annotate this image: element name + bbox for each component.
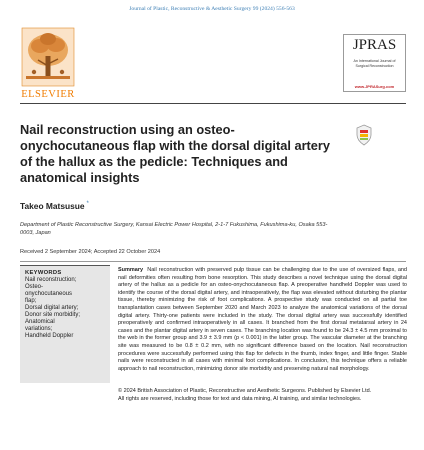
keyword-item: Dorsal digital artery; — [25, 305, 79, 311]
author-line — [20, 201, 89, 211]
copyright-notice — [118, 388, 407, 403]
keyword-item: Donor site morbidity; — [25, 312, 81, 318]
abstract-summary — [118, 267, 407, 373]
summary-text: Nail reconstruction with preserved pulp tissue can be challenging due to the use of oversized flaps, and nail deformities often resulting from bone resorption. This study describes a novel technique using the dorsal digital artery of the hallux as a pedicle for an osteo-onychocutaneous flap. A preoperative handheld Doppler was used to identify the course of the dorsal digital artery, and intraoperatively, the flap was elevated without disturbing the plantar tissue, thereby minimizing the risk of foot complications. A prospective study was conducted on all partial toe transplantation cases between September 2020 and March 2023 to analyze the anatomical variations of the dorsal digital artery. Thirty-one patients were included in the study. The dorsal digital artery was successfully identified preoperatively and confirmed intraoperatively in all cases. It branched from the first dorsal metatarsal artery in 24 cases and the plantar digital artery in seven cases. The branching location was found to be 24.3 ± 4.5 mm proximal to the web in the former group and 3.9 ± 3.9 mm (p < 0.001) in the latter group. The vascular diameter at the branching site was measured to be 0.8 ± 0.2 mm, with no significant difference based on the location. Nail reconstruction procedures were successfully performed using this flap for defects in the thumb, index finger, and little finger. Stable nails were reconstructed in all cases with minimal foot complications. In conclusion, this technique offers a reliable approach to nail reconstruction, minimizing donor site morbidity and preserving natural nail morphology. — [118, 267, 407, 372]
author-affiliation: Department of Plastic Reconstructive Surgery, Kansai Electric Power Hospital, 2-1-7 Fukushima, Fukushima-ku, Osaka 553-0003, Japan — [20, 222, 328, 236]
cover-subtitle-line2: Surgical Reconstruction — [355, 64, 394, 68]
keywords-box — [20, 265, 110, 383]
cover-subtitle-line1: An International Journal of — [353, 59, 396, 63]
keyword-item: onychocutaneous — [25, 291, 73, 297]
corresponding-author-mark[interactable]: * — [86, 201, 89, 208]
copyright-line: © 2024 British Association of Plastic, Reconstructive and Aesthetic Surgeons. Published by Elsevier Ltd. — [118, 388, 372, 394]
publisher-name: ELSEVIER — [21, 89, 75, 100]
article-title: Nail reconstruction using an osteo-onychocutaneous flap with the dorsal digital artery of the hallux as the pedicle: Techniques and anatomical insights — [20, 122, 331, 185]
keywords-heading: KEYWORDS — [25, 270, 62, 276]
article-dates: Received 2 September 2024; Accepted 22 October 2024 — [20, 249, 161, 255]
author-name[interactable]: Takeo Matsusue — [20, 201, 85, 211]
header-rule — [20, 103, 406, 104]
keyword-item: Handheld Doppler — [25, 333, 74, 339]
check-for-updates-icon[interactable] — [355, 124, 373, 146]
cover-journal-abbreviation: JPRAS — [352, 37, 397, 53]
keyword-item: variations; — [25, 326, 53, 332]
journal-citation[interactable]: Journal of Plastic, Reconstructive & Aesthetic Surgery 99 (2024) 556-563 — [129, 6, 295, 12]
rights-line: All rights are reserved, including those for text and data mining, AI training, and similar technologies. — [118, 395, 362, 402]
keyword-item: Nail reconstruction; — [25, 277, 77, 283]
keyword-item: Osteo- — [25, 284, 44, 290]
elsevier-tree-logo[interactable] — [20, 26, 76, 88]
summary-label: Summary — [118, 267, 144, 273]
cover-url[interactable]: www.JPRASurg.com — [354, 84, 395, 89]
keyword-item: flap; — [25, 298, 37, 304]
keyword-item: Anatomical — [25, 319, 55, 325]
journal-cover-thumbnail[interactable] — [343, 34, 406, 92]
section-divider — [20, 261, 406, 262]
